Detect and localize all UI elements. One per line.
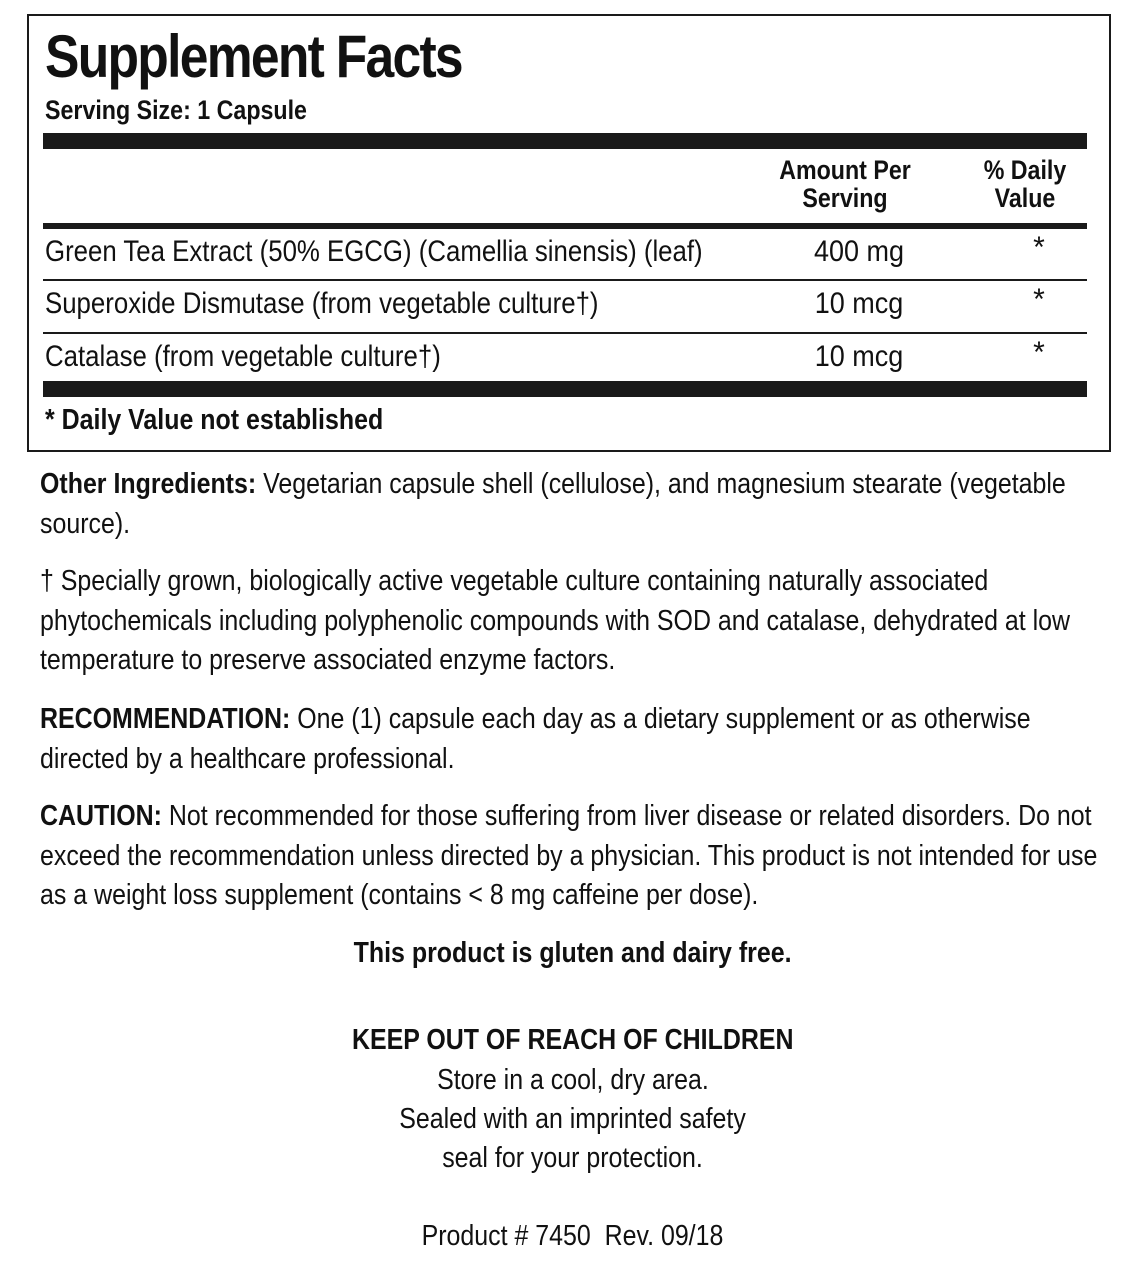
ingredient-name: Green Tea Extract (50% EGCG) (Camellia sinensis) (leaf)	[45, 235, 703, 268]
other-ingredients-label: Other Ingredients:	[40, 468, 257, 500]
ingredient-daily-value: *	[1033, 336, 1045, 369]
keep-out-warning: KEEP OUT OF REACH OF CHILDREN	[351, 1024, 794, 1056]
ingredient-row	[43, 229, 1087, 283]
gluten-dairy-statement: This product is gluten and dairy free.	[353, 937, 792, 969]
ingredient-amount: 10 mcg	[814, 340, 904, 373]
ingredient-amount: 10 mcg	[814, 287, 904, 320]
supplement-facts-panel	[27, 14, 1111, 452]
product-number: Product # 7450 Rev. 09/18	[421, 1220, 724, 1252]
other-ingredients	[40, 465, 1115, 544]
ingredient-row	[43, 279, 1087, 333]
recommendation-text: One (1) capsule each day as a dietary supplement or as otherwise directed by a healthcare professional.	[40, 703, 1031, 775]
caution-label: CAUTION:	[40, 800, 162, 832]
top-thick-rule	[43, 133, 1087, 149]
storage-line: seal for your protection.	[442, 1142, 703, 1174]
ingredient-row	[43, 332, 1087, 386]
storage-line: Store in a cool, dry area.	[436, 1064, 709, 1096]
caution	[40, 797, 1115, 916]
storage-line: Sealed with an imprinted safety	[399, 1103, 746, 1135]
recommendation-label: RECOMMENDATION:	[40, 703, 291, 735]
amount-per-serving-header: Amount Per Serving	[779, 155, 911, 213]
ingredient-name: Catalase (from vegetable culture†)	[45, 340, 441, 373]
recommendation	[40, 700, 1115, 779]
dagger-footnote: † Specially grown, biologically active vegetable culture containing naturally associated phytochemicals including polyphenolic compounds with SOD and catalase, dehydrated at low temperature to preserve associated enzyme factors.	[40, 565, 1071, 676]
daily-value-footnote: * Daily Value not established	[45, 404, 384, 436]
caution-text: Not recommended for those suffering from liver disease or related disorders. Do not exceed the recommendation unless directed by a physician. This product is not intended for use as a weight loss supplement (contains < 8 mg caffeine per dose).	[40, 800, 1098, 911]
ingredient-daily-value: *	[1033, 283, 1045, 316]
daily-value-header: % Daily Value	[983, 155, 1067, 213]
serving-size: Serving Size: 1 Capsule	[45, 95, 307, 125]
ingredient-amount: 400 mg	[813, 235, 905, 268]
bottom-thick-rule	[43, 381, 1087, 397]
other-ingredients-text: Vegetarian capsule shell (cellulose), and magnesium stearate (vegetable source).	[40, 468, 1066, 540]
ingredient-name: Superoxide Dismutase (from vegetable culture†)	[45, 287, 599, 320]
facts-title: Supplement Facts	[45, 23, 462, 90]
ingredient-daily-value: *	[1033, 231, 1045, 264]
